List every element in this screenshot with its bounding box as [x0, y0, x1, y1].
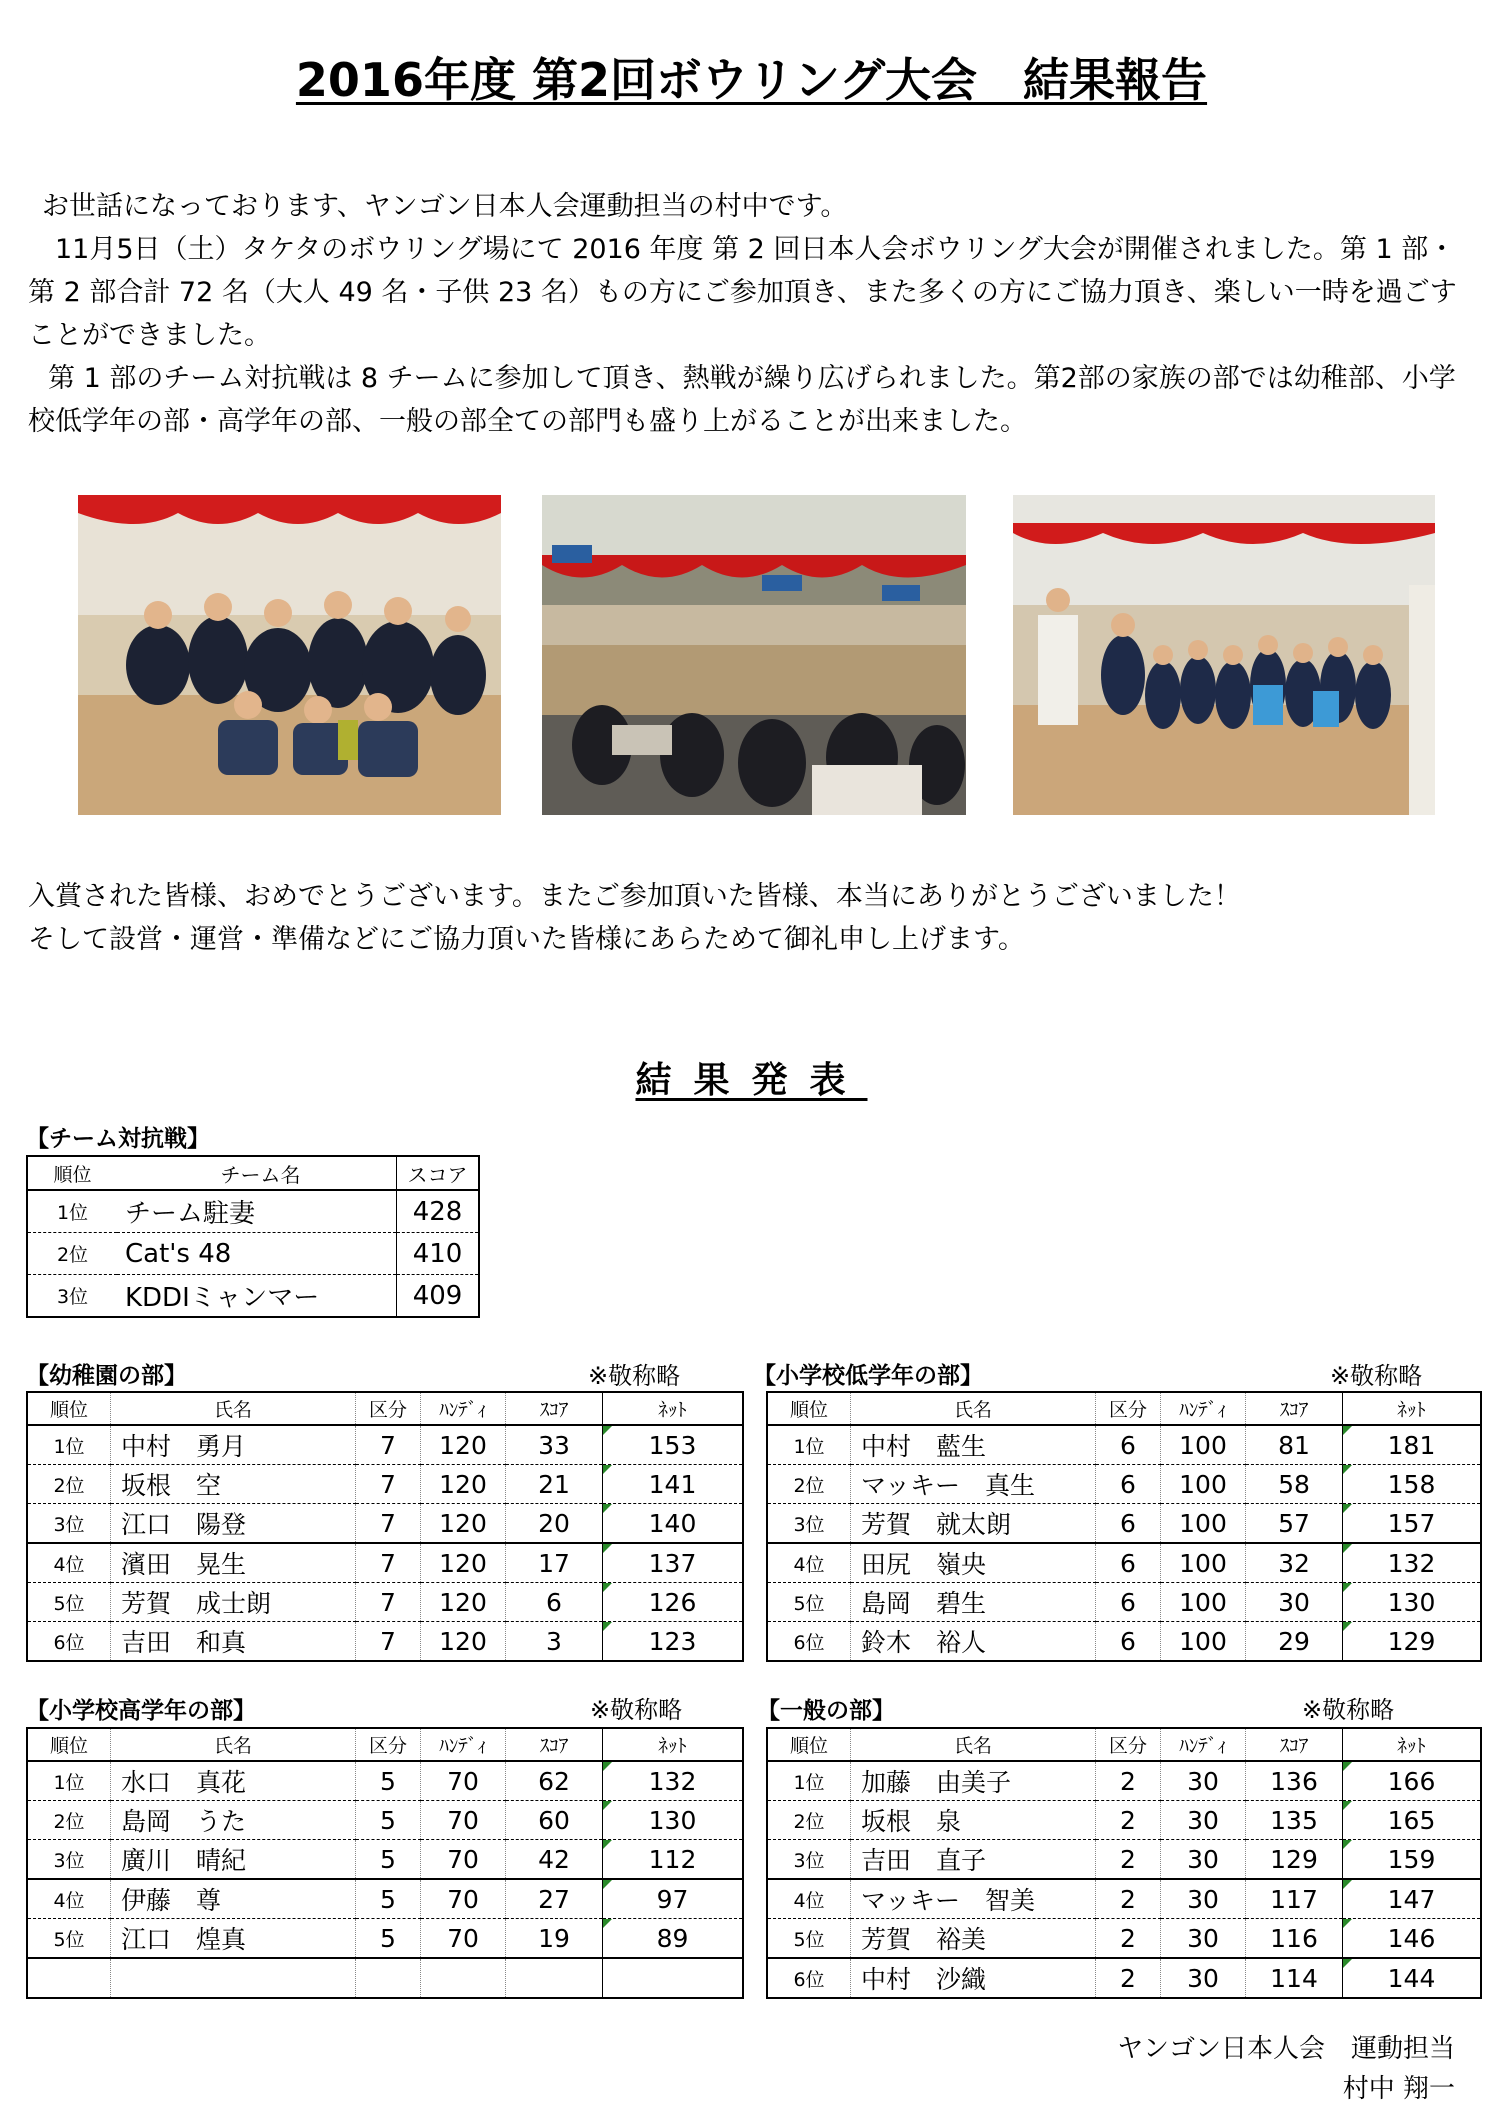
photo-family-group [1013, 495, 1435, 815]
net-value: 129 [1387, 1626, 1436, 1656]
net-value: 123 [648, 1626, 697, 1656]
honorific-note: ※敬称略 [1302, 1696, 1395, 1724]
grade-cell: 6 [1096, 1465, 1161, 1504]
team-name-cell: Cat's 48 [117, 1233, 397, 1275]
score-cell: 21 [506, 1465, 603, 1504]
grade-cell: 5 [356, 1919, 421, 1959]
col-header: 順位 [767, 1728, 851, 1761]
signature-org: ヤンゴン日本人会 運動担当 [1117, 2034, 1455, 2064]
net-value: 146 [1387, 1923, 1436, 1953]
table-row [767, 1840, 1481, 1880]
score-cell: 60 [506, 1801, 603, 1840]
cell-marker-icon [603, 1801, 612, 1810]
empty-cell [603, 1958, 744, 1998]
net-cell [1343, 1583, 1482, 1622]
table-row [767, 1583, 1481, 1622]
rank-cell: 4位 [27, 1543, 111, 1583]
grade-cell: 2 [1096, 1958, 1161, 1998]
handicap-cell: 30 [1161, 1801, 1246, 1840]
signature-name: 村中 翔一 [1342, 2074, 1455, 2104]
table-header-row [27, 1392, 743, 1425]
grade-cell: 7 [356, 1465, 421, 1504]
col-header: ﾊﾝﾃﾞｨ [1161, 1392, 1246, 1425]
name-cell: 坂根 空 [111, 1465, 356, 1504]
cell-marker-icon [1343, 1880, 1352, 1889]
kinder-section-label: 【幼稚園の部】 [26, 1363, 187, 1389]
table-header-row [27, 1156, 479, 1190]
empty-cell [111, 1958, 356, 1998]
table-row [767, 1465, 1481, 1504]
col-header: ｽｺｱ [506, 1728, 603, 1761]
handicap-cell: 100 [1161, 1465, 1246, 1504]
intro-text [28, 185, 1468, 443]
handicap-cell: 30 [1161, 1958, 1246, 1998]
table-row [27, 1425, 743, 1465]
col-header: ﾈｯﾄ [603, 1728, 744, 1761]
table-row [767, 1919, 1481, 1959]
net-value: 130 [1387, 1587, 1436, 1617]
honorific-note: ※敬称略 [590, 1696, 683, 1724]
grade-cell: 5 [356, 1761, 421, 1801]
team-name-cell: チーム駐妻 [124, 1199, 255, 1229]
net-cell [1343, 1958, 1482, 1998]
name-cell: マッキー 真生 [851, 1465, 1096, 1504]
score-cell: 58 [1246, 1465, 1343, 1504]
net-value: 132 [1387, 1548, 1436, 1578]
grade-cell: 7 [356, 1504, 421, 1544]
net-cell [1343, 1840, 1482, 1880]
net-cell [603, 1622, 744, 1662]
grade-cell: 7 [356, 1622, 421, 1662]
closing-line: 入賞された皆様、おめでとうございます。またご参加頂いた皆様、本当にありがとうございました！ [28, 881, 1241, 912]
rank-cell: 6位 [27, 1622, 111, 1662]
rank-cell: 2位 [27, 1233, 117, 1275]
handicap-cell: 120 [421, 1425, 506, 1465]
rank-cell: 5位 [767, 1919, 851, 1959]
score-cell: 33 [506, 1425, 603, 1465]
cell-marker-icon [603, 1465, 612, 1474]
empty-cell [27, 1958, 111, 1998]
photo-strip [0, 495, 1503, 815]
col-header: 区分 [1096, 1728, 1161, 1761]
rank-cell: 3位 [27, 1840, 111, 1880]
grade-cell: 5 [356, 1879, 421, 1919]
lower-results-table [766, 1391, 1482, 1662]
net-cell [603, 1879, 744, 1919]
table-row [27, 1233, 479, 1275]
table-row [767, 1425, 1481, 1465]
cell-marker-icon [603, 1919, 612, 1928]
table-row [27, 1801, 743, 1840]
name-cell: 坂根 泉 [851, 1801, 1096, 1840]
net-value: 132 [648, 1766, 697, 1796]
rank-cell: 2位 [27, 1801, 111, 1840]
grade-cell: 7 [356, 1543, 421, 1583]
score-cell: 117 [1246, 1879, 1343, 1919]
net-cell [1343, 1622, 1482, 1662]
rank-cell: 3位 [767, 1504, 851, 1544]
rank-cell: 3位 [27, 1275, 117, 1318]
cell-marker-icon [603, 1762, 612, 1771]
name-cell: 芳賀 裕美 [851, 1919, 1096, 1959]
col-header: 区分 [356, 1728, 421, 1761]
name-cell: 伊藤 尊 [111, 1879, 356, 1919]
col-header: ﾈｯﾄ [603, 1392, 744, 1425]
cell-marker-icon [1343, 1504, 1352, 1513]
net-value: 166 [1387, 1766, 1436, 1796]
handicap-cell: 100 [1161, 1622, 1246, 1662]
empty-cell [421, 1958, 506, 1998]
results-heading: 結果発表 [635, 1060, 868, 1101]
handicap-cell: 30 [1161, 1919, 1246, 1959]
name-cell: 江口 陽登 [111, 1504, 356, 1544]
handicap-cell: 120 [421, 1465, 506, 1504]
rank-cell: 4位 [767, 1879, 851, 1919]
upper-results-table [26, 1727, 744, 1999]
score-cell: 114 [1246, 1958, 1343, 1998]
col-header: 氏名 [111, 1728, 356, 1761]
net-cell [603, 1840, 744, 1880]
rank-cell: 2位 [767, 1465, 851, 1504]
net-cell [603, 1465, 744, 1504]
name-cell: 田尻 嶺央 [851, 1543, 1096, 1583]
grade-cell: 2 [1096, 1801, 1161, 1840]
handicap-cell: 120 [421, 1504, 506, 1544]
net-value: 181 [1387, 1430, 1436, 1460]
col-header: 順位 [27, 1728, 111, 1761]
name-cell: 廣川 晴紀 [111, 1840, 356, 1880]
col-header: 順位 [767, 1392, 851, 1425]
rank-cell: 4位 [27, 1879, 111, 1919]
score-cell: 29 [1246, 1622, 1343, 1662]
cell-marker-icon [1343, 1583, 1352, 1592]
score-cell: 136 [1246, 1761, 1343, 1801]
score-cell: 30 [1246, 1583, 1343, 1622]
name-cell: 島岡 碧生 [851, 1583, 1096, 1622]
table-row [27, 1583, 743, 1622]
rank-cell: 1位 [56, 1202, 89, 1224]
table-row [27, 1465, 743, 1504]
photo-bowling-lanes [542, 495, 966, 815]
team-section-label: 【チーム対抗戦】 [26, 1126, 210, 1152]
col-header: チーム名 [117, 1156, 397, 1190]
intro-paragraph: お世話になっております、ヤンゴン日本人会運動担当の村中です。 [42, 191, 848, 222]
cell-marker-icon [603, 1544, 612, 1553]
cell-marker-icon [1343, 1959, 1352, 1968]
score-cell: 129 [1246, 1840, 1343, 1880]
rank-cell: 2位 [767, 1801, 851, 1840]
grade-cell: 2 [1096, 1879, 1161, 1919]
col-header: スコア [397, 1156, 479, 1190]
net-value: 126 [648, 1587, 697, 1617]
table-row [767, 1879, 1481, 1919]
handicap-cell: 100 [1161, 1425, 1246, 1465]
col-header: ｽｺｱ [1246, 1392, 1343, 1425]
rank-cell: 2位 [27, 1465, 111, 1504]
col-header: 順位 [27, 1392, 111, 1425]
handicap-cell: 70 [421, 1761, 506, 1801]
cell-marker-icon [603, 1426, 612, 1435]
score-cell: 6 [506, 1583, 603, 1622]
net-cell [1343, 1801, 1482, 1840]
grade-cell: 7 [356, 1583, 421, 1622]
net-value: 153 [648, 1430, 697, 1460]
name-cell: 島岡 うた [111, 1801, 356, 1840]
name-cell: マッキー 智美 [851, 1879, 1096, 1919]
table-row [27, 1622, 743, 1662]
intro-paragraph: 第 1 部のチーム対抗戦は 8 チームに参加して頂き、熱戦が繰り広げられました。第2部の家族の部では幼稚部、小学校低学年の部・高学年の部、一般の部全ての部門も盛り上がることが出来ました。 [28, 363, 1456, 437]
name-cell: 鈴木 裕人 [851, 1622, 1096, 1662]
name-cell: 水口 真花 [111, 1761, 356, 1801]
col-header: 氏名 [111, 1392, 356, 1425]
cell-marker-icon [1343, 1622, 1352, 1631]
net-cell [1343, 1465, 1482, 1504]
closing-line: そして設営・運営・準備などにご協力頂いた皆様にあらためて御礼申し上げます。 [28, 924, 1025, 955]
score-cell: 42 [506, 1840, 603, 1880]
net-value: 159 [1387, 1844, 1436, 1874]
score-cell: 17 [506, 1543, 603, 1583]
col-header: 区分 [1096, 1392, 1161, 1425]
name-cell: 芳賀 就太朗 [851, 1504, 1096, 1544]
table-row [767, 1801, 1481, 1840]
upper-section-label: 【小学校高学年の部】 [26, 1698, 256, 1724]
honorific-note: ※敬称略 [1330, 1362, 1423, 1390]
score-cell: 3 [506, 1622, 603, 1662]
cell-marker-icon [603, 1504, 612, 1513]
grade-cell: 2 [1096, 1919, 1161, 1959]
name-cell: 吉田 直子 [851, 1840, 1096, 1880]
handicap-cell: 100 [1161, 1543, 1246, 1583]
net-value: 140 [648, 1508, 697, 1538]
cell-marker-icon [603, 1622, 612, 1631]
name-cell: 江口 煌真 [111, 1919, 356, 1959]
net-value: 141 [648, 1469, 697, 1499]
table-row [767, 1958, 1481, 1998]
kinder-results-table [26, 1391, 744, 1662]
table-row [27, 1275, 479, 1318]
grade-cell: 6 [1096, 1543, 1161, 1583]
team-name-cell: KDDIミャンマー [117, 1275, 397, 1318]
col-header: 氏名 [851, 1392, 1096, 1425]
lower-section-label: 【小学校低学年の部】 [753, 1363, 983, 1389]
col-header: 区分 [356, 1392, 421, 1425]
table-row [27, 1919, 743, 1959]
score-cell: 410 [397, 1233, 479, 1275]
net-cell [603, 1801, 744, 1840]
score-cell: 57 [1246, 1504, 1343, 1544]
col-header: ｽｺｱ [506, 1392, 603, 1425]
honorific-note: ※敬称略 [588, 1362, 681, 1390]
rank-cell: 1位 [53, 1435, 85, 1458]
handicap-cell: 70 [421, 1840, 506, 1880]
table-header-row [767, 1392, 1481, 1425]
col-header: ﾈｯﾄ [1343, 1392, 1482, 1425]
net-cell [603, 1583, 744, 1622]
net-cell [1343, 1543, 1482, 1583]
handicap-cell: 120 [421, 1583, 506, 1622]
col-header: 氏名 [851, 1728, 1096, 1761]
handicap-cell: 70 [421, 1919, 506, 1959]
grade-cell: 6 [1096, 1504, 1161, 1544]
rank-cell: 6位 [767, 1958, 851, 1998]
score-cell: 20 [506, 1504, 603, 1544]
table-row [767, 1543, 1481, 1583]
score-cell: 27 [506, 1879, 603, 1919]
col-header: ﾈｯﾄ [1343, 1728, 1482, 1761]
col-header: ﾊﾝﾃﾞｨ [421, 1728, 506, 1761]
table-row [767, 1504, 1481, 1544]
net-cell [603, 1761, 744, 1801]
net-value: 157 [1387, 1508, 1436, 1538]
net-value: 165 [1387, 1805, 1436, 1835]
score-cell: 409 [397, 1275, 479, 1318]
score-cell: 116 [1246, 1919, 1343, 1959]
score-cell: 62 [506, 1761, 603, 1801]
net-value: 158 [1387, 1469, 1436, 1499]
name-cell: 芳賀 成士朗 [111, 1583, 356, 1622]
intro-paragraph: 11月5日（土）タケタのボウリング場にて 2016 年度 第 2 回日本人会ボウリング大会が開催されました。第 1 部・第 2 部合計 72 名（大人 49 名・子供 23 名）もの方にご参加頂き、また多くの方にご協力頂き、楽しい一時を過ごすことができました。 [28, 234, 1457, 351]
net-cell [603, 1919, 744, 1959]
handicap-cell: 30 [1161, 1840, 1246, 1880]
cell-marker-icon [603, 1840, 612, 1849]
net-cell [1343, 1919, 1482, 1959]
table-row [27, 1761, 743, 1801]
handicap-cell: 70 [421, 1801, 506, 1840]
rank-cell: 1位 [793, 1771, 825, 1794]
cell-marker-icon [1343, 1426, 1352, 1435]
grade-cell: 6 [1096, 1622, 1161, 1662]
table-row [27, 1190, 479, 1233]
cell-marker-icon [603, 1583, 612, 1592]
name-cell: 中村 勇月 [111, 1425, 356, 1465]
grade-cell: 7 [356, 1425, 421, 1465]
grade-cell: 6 [1096, 1425, 1161, 1465]
col-header: ｽｺｱ [1246, 1728, 1343, 1761]
page-title: 2016年度 第2回ボウリング大会 結果報告 [295, 53, 1208, 107]
score-cell: 19 [506, 1919, 603, 1959]
team-results-table [26, 1155, 480, 1318]
name-cell: 加藤 由美子 [851, 1761, 1096, 1801]
cell-marker-icon [1343, 1465, 1352, 1474]
col-header: ﾊﾝﾃﾞｨ [421, 1392, 506, 1425]
general-results-table [766, 1727, 1482, 1999]
photo-team-group [78, 495, 501, 815]
net-cell [603, 1504, 744, 1544]
handicap-cell: 30 [1161, 1879, 1246, 1919]
grade-cell: 5 [356, 1801, 421, 1840]
net-value: 144 [1387, 1963, 1436, 1993]
rank-cell: 5位 [27, 1583, 111, 1622]
closing-text [28, 875, 1468, 961]
net-cell [1343, 1879, 1482, 1919]
rank-cell: 5位 [27, 1919, 111, 1959]
handicap-cell: 120 [421, 1543, 506, 1583]
cell-marker-icon [1343, 1544, 1352, 1553]
grade-cell: 5 [356, 1840, 421, 1880]
net-value: 112 [648, 1844, 697, 1874]
handicap-cell: 70 [421, 1879, 506, 1919]
empty-row [27, 1958, 743, 1998]
rank-cell: 4位 [767, 1543, 851, 1583]
cell-marker-icon [1343, 1919, 1352, 1928]
net-cell [603, 1425, 744, 1465]
score-cell: 135 [1246, 1801, 1343, 1840]
cell-marker-icon [603, 1880, 612, 1889]
table-row [27, 1840, 743, 1880]
handicap-cell: 120 [421, 1622, 506, 1662]
table-header-row [27, 1728, 743, 1761]
name-cell: 中村 藍生 [851, 1425, 1096, 1465]
net-value: 137 [648, 1548, 697, 1578]
handicap-cell: 30 [1161, 1761, 1246, 1801]
cell-marker-icon [1343, 1840, 1352, 1849]
net-value: 89 [656, 1923, 689, 1953]
col-header: ﾊﾝﾃﾞｨ [1161, 1728, 1246, 1761]
name-cell: 吉田 和真 [111, 1622, 356, 1662]
grade-cell: 6 [1096, 1583, 1161, 1622]
score-cell: 81 [1246, 1425, 1343, 1465]
cell-marker-icon [1343, 1801, 1352, 1810]
handicap-cell: 100 [1161, 1583, 1246, 1622]
empty-cell [356, 1958, 421, 1998]
net-cell [1343, 1504, 1482, 1544]
col-header: 順位 [27, 1156, 117, 1190]
net-value: 97 [656, 1884, 689, 1914]
grade-cell: 2 [1096, 1761, 1161, 1801]
score-cell: 32 [1246, 1543, 1343, 1583]
table-row [767, 1622, 1481, 1662]
table-header-row [767, 1728, 1481, 1761]
net-cell [1343, 1425, 1482, 1465]
rank-cell: 5位 [767, 1583, 851, 1622]
rank-cell: 1位 [53, 1771, 85, 1794]
net-value: 147 [1387, 1884, 1436, 1914]
rank-cell: 1位 [793, 1435, 825, 1458]
handicap-cell: 100 [1161, 1504, 1246, 1544]
net-cell [1343, 1761, 1482, 1801]
net-value: 130 [648, 1805, 697, 1835]
table-row [767, 1761, 1481, 1801]
grade-cell: 2 [1096, 1840, 1161, 1880]
name-cell: 中村 沙織 [851, 1958, 1096, 1998]
general-section-label: 【一般の部】 [757, 1698, 895, 1724]
rank-cell: 6位 [767, 1622, 851, 1662]
table-row [27, 1504, 743, 1544]
rank-cell: 3位 [767, 1840, 851, 1880]
table-row [27, 1879, 743, 1919]
table-row [27, 1543, 743, 1583]
cell-marker-icon [1343, 1762, 1352, 1771]
name-cell: 濱田 晃生 [111, 1543, 356, 1583]
score-cell: 428 [397, 1190, 479, 1233]
net-cell [603, 1543, 744, 1583]
rank-cell: 3位 [27, 1504, 111, 1544]
empty-cell [506, 1958, 603, 1998]
